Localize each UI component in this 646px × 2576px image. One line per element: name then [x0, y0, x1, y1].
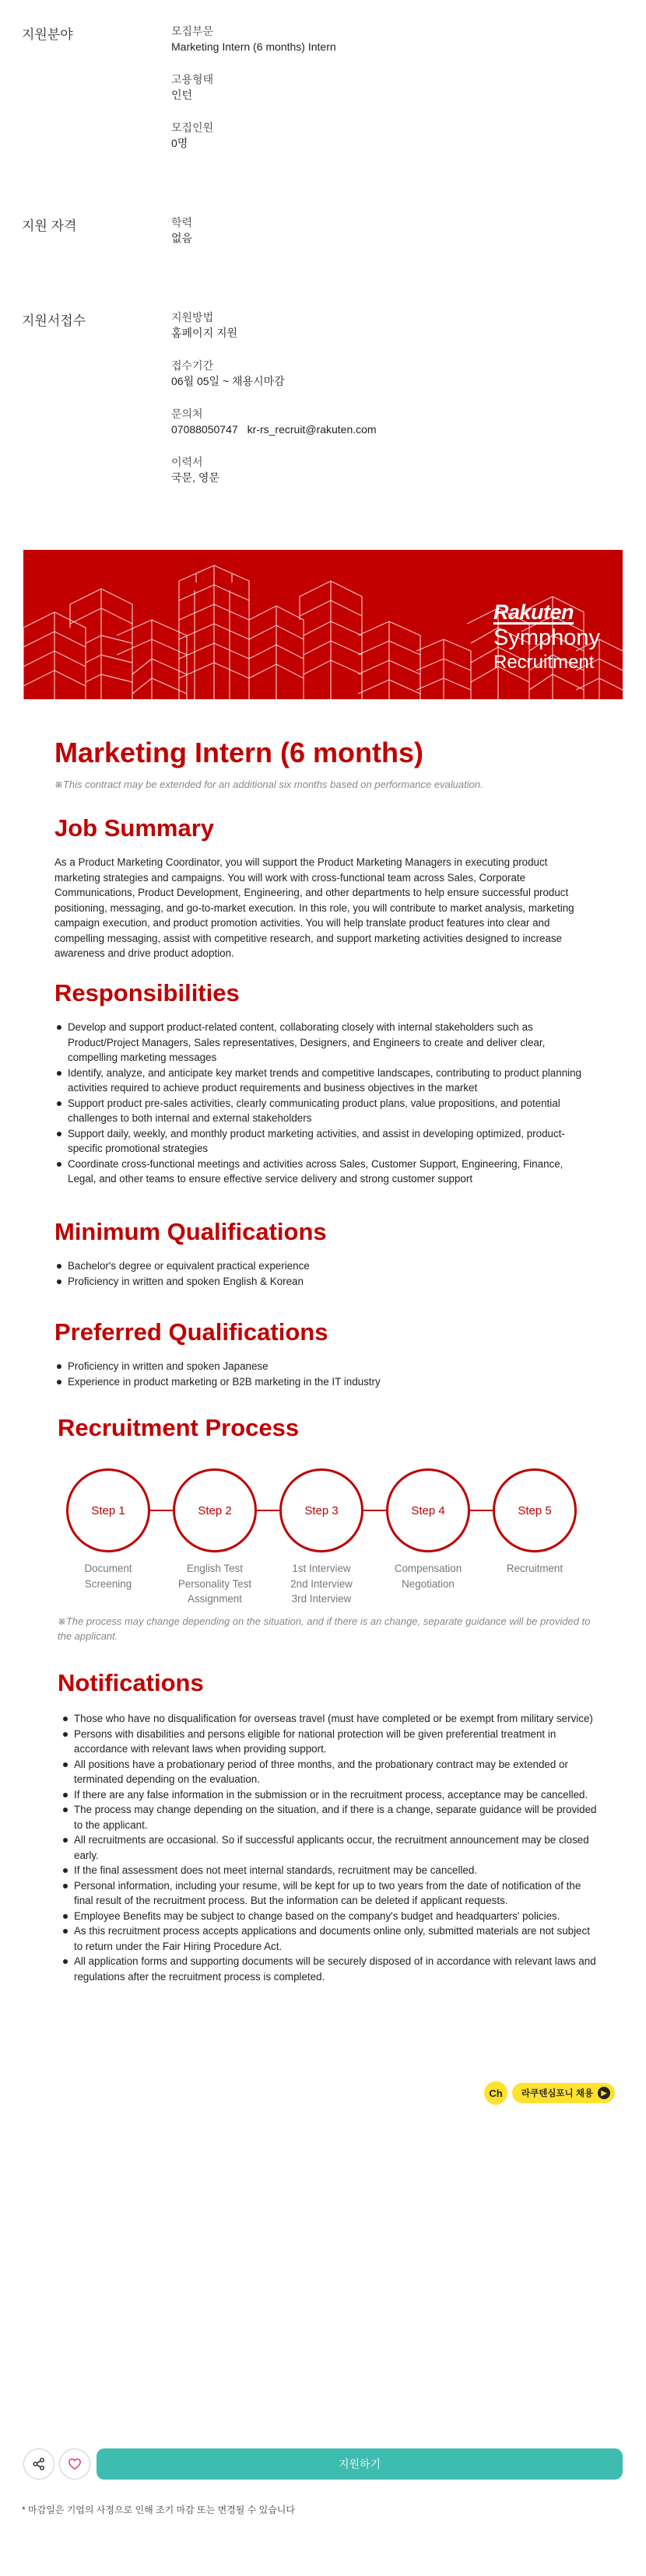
list-item: The process may change depending on the situation, and if there is a change, separate guidance will be provided to the applicant.: [61, 1802, 598, 1832]
field-employment-type: 고용형태 인턴: [171, 73, 214, 101]
step-1-circle: Step 1: [66, 1468, 150, 1552]
contact-email[interactable]: kr-rs_recruit@rakuten.com: [247, 423, 377, 436]
list-item: Employee Benefits may be subject to change based on the company's budget and headquarters' policies.: [61, 1909, 598, 1924]
minimum-qualifications-list: [54, 1258, 599, 1289]
step-5-circle: Step 5: [493, 1468, 577, 1552]
heart-icon: [68, 2457, 82, 2471]
list-item: Experience in product marketing or B2B marketing in the IT industry: [54, 1374, 599, 1390]
list-item: Persons with disabilities and persons eligible for national protection will be given preferential treatment in accordance with relevant laws when providing support.: [61, 1727, 598, 1757]
arrow-right-icon: ▶: [598, 2087, 610, 2099]
channel-logo-icon: Ch: [484, 2081, 507, 2105]
preferred-qualifications-heading: Preferred Qualifications: [54, 1318, 328, 1346]
field-apply-method: 지원방법 홈페이지 지원: [171, 311, 238, 339]
list-item: Support product pre-sales activities, clearly communicating product plans, value propositions, and potential challenges to both internal and external stakeholders: [54, 1096, 592, 1126]
list-item: Those who have no disqualification for overseas travel (must have completed or be exempt from military service): [61, 1711, 598, 1727]
list-item: All positions have a probationary period of three months, and the probationary contract may be extended or terminated depending on the evaluation.: [61, 1757, 598, 1787]
channel-link[interactable]: 라쿠텐심포니 채용 ▶: [512, 2083, 615, 2103]
responsibilities-list: [54, 1020, 592, 1187]
list-item: If the final assessment does not meet internal standards, recruitment may be cancelled.: [61, 1863, 598, 1878]
section-label: 지원분야: [22, 27, 73, 42]
step-1-caption: Document Screening: [84, 1563, 132, 1590]
step-connector: [362, 1510, 387, 1511]
section-label: 지원 자격: [22, 219, 77, 233]
step-connector: [469, 1510, 493, 1511]
contact-phone: 07088050747: [171, 423, 238, 436]
field-apply-period: 접수기간 06월 05일 ~ 채용시마감: [171, 359, 285, 387]
notifications-list: [61, 1711, 598, 1984]
field-contact: 문의처 07088050747 kr-rs_recruit@rakuten.com: [171, 408, 377, 436]
responsibilities-heading: Responsibilities: [54, 979, 240, 1006]
recruitment-process-heading: Recruitment Process: [58, 1414, 300, 1441]
job-summary-heading: Job Summary: [54, 814, 215, 842]
contract-note: ※This contract may be extended for an additional six months based on performance evaluation.: [54, 779, 483, 790]
step-3-circle: Step 3: [279, 1468, 363, 1552]
step-2-caption: English Test Personality Test Assignment: [177, 1563, 252, 1605]
step-4-caption: Compensation Negotiation: [394, 1563, 462, 1590]
list-item: All application forms and supporting documents will be securely disposed of in accordance with relevant laws and regulations after the recruitment process is completed.: [61, 1954, 598, 1984]
step-connector: [255, 1510, 280, 1511]
list-item: Develop and support product-related content, collaborating closely with internal stakeholders such as Product/Project Managers, Sales representatives, Designers, and Engineers to create and deliver clear, compelling marketing messages: [54, 1020, 592, 1066]
field-headcount: 모집인원 0명: [171, 121, 214, 149]
share-button[interactable]: [23, 2448, 54, 2480]
list-item: All recruitments are occasional. So if successful applicants occur, the recruitment announcement may be closed early.: [61, 1832, 598, 1863]
field-recruit-part: 모집부문 Marketing Intern (6 months) Intern: [171, 25, 336, 53]
apply-button[interactable]: 지원하기: [97, 2448, 623, 2480]
recruitment-banner: [23, 550, 623, 699]
list-item: Identify, analyze, and anticipate key market trends and competitive landscapes, contributing to product planning activities required to achieve product requirements and business objectives in the market: [54, 1066, 592, 1096]
favorite-button[interactable]: [59, 2448, 90, 2480]
section-label: 지원서접수: [22, 313, 86, 328]
list-item: Support daily, weekly, and monthly product marketing activities, and assist in developing optimized, product-specific promotional strategies: [54, 1126, 592, 1157]
list-item: Coordinate cross-functional meetings and activities across Sales, Customer Support, Engineering, Finance, Legal, and other teams to ensure effective service delivery and strong customer support: [54, 1157, 592, 1187]
process-note: ※The process may change depending on the situation, and if there is an change, separate guidance will be provided to the applicant.: [58, 1615, 591, 1642]
rakuten-symphony-logo: Rakuten Symphony Recruitment: [493, 600, 601, 673]
field-education: 학력 없음: [171, 216, 193, 244]
list-item: Bachelor's degree or equivalent practical experience: [54, 1258, 599, 1274]
step-2-circle: Step 2: [173, 1468, 257, 1552]
job-title: Marketing Intern (6 months): [54, 737, 424, 768]
channel-badge[interactable]: [484, 2081, 615, 2105]
preferred-qualifications-list: [54, 1359, 599, 1389]
deadline-note: * 마감일은 기업의 사정으로 인해 조기 마감 또는 변경될 수 있습니다: [22, 2504, 295, 2515]
minimum-qualifications-heading: Minimum Qualifications: [54, 1218, 327, 1245]
step-4-circle: Step 4: [386, 1468, 470, 1552]
step-3-caption: 1st Interview 2nd Interview 3rd Interview: [290, 1563, 353, 1605]
step-connector: [149, 1510, 174, 1511]
list-item: Personal information, including your resume, will be kept for up to two years from the date of notification of the final result of the recruitment process. But the information can be deleted if applicant requests.: [61, 1878, 598, 1909]
step-5-caption: Recruitment: [506, 1563, 563, 1574]
list-item: If there are any false information in the submission or in the recruitment process, acceptance may be cancelled.: [61, 1787, 598, 1803]
list-item: As this recruitment process accepts applications and documents online only, submitted materials are not subject to return under the Fair Hiring Procedure Act.: [61, 1923, 598, 1954]
notifications-heading: Notifications: [58, 1669, 204, 1696]
job-summary-text: As a Product Marketing Coordinator, you will support the Product Marketing Managers in executing product marketing strategies and campaigns. You will work with cross-functional team across Sales, Corporate Communications, Product Development, Engineering, and other departments to help ensure successful product positioning, messaging, and go-to-market execution. In this role, you will contribute to market analysis, marketing campaign execution, and product promotion activities. You will help translate product features into clear and compelling messaging, assist with competitive research, and support marketing activities designed to increase awareness and drive product adoption.: [54, 856, 574, 959]
list-item: Proficiency in written and spoken Japanese: [54, 1359, 599, 1374]
field-resume: 이력서 국문, 영문: [171, 456, 219, 484]
list-item: Proficiency in written and spoken English & Korean: [54, 1274, 599, 1290]
share-icon: [32, 2457, 46, 2471]
